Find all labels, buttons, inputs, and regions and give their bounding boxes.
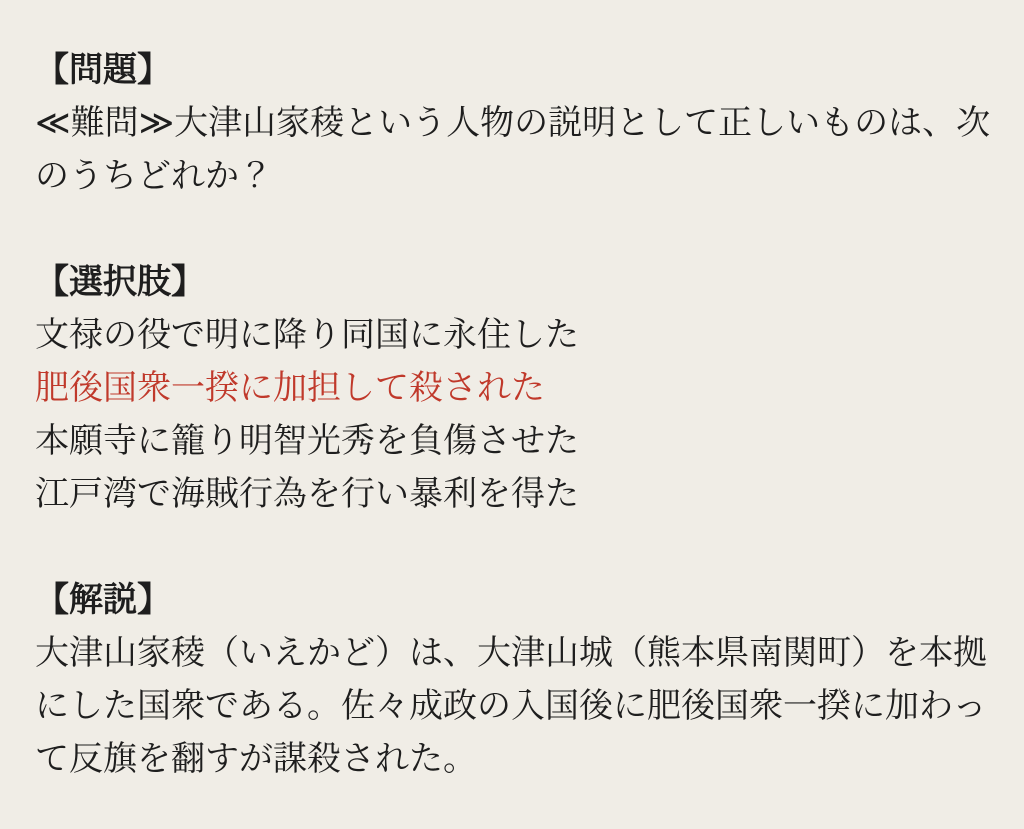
choice-option-2-correct-answer: 肥後国衆一揆に加担して殺された — [35, 369, 545, 407]
choice-option-1: 文禄の役で明に降り同国に永住した — [35, 316, 579, 354]
explanation-section — [35, 574, 1006, 786]
question-text-line: のうちどれか？ — [35, 157, 273, 195]
question-heading: 【問題】 — [35, 51, 171, 89]
question-section — [35, 44, 1006, 203]
choices-section — [35, 256, 1006, 521]
explanation-heading: 【解説】 — [35, 581, 171, 619]
choice-option-3: 本願寺に籠り明智光秀を負傷させた — [35, 422, 579, 460]
choice-option-4: 江戸湾で海賊行為を行い暴利を得た — [35, 475, 579, 513]
explanation-text-line: 大津山家稜（いえかど）は、大津山城（熊本県南関町）を本拠 — [35, 634, 987, 672]
question-text-line: ≪難問≫大津山家稜という人物の説明として正しいものは、次 — [35, 104, 991, 142]
choices-heading: 【選択肢】 — [35, 263, 205, 301]
explanation-text-line: にした国衆である。佐々成政の入国後に肥後国衆一揆に加わっ — [35, 687, 987, 725]
explanation-text-line: て反旗を翻すが謀殺された。 — [35, 740, 477, 778]
